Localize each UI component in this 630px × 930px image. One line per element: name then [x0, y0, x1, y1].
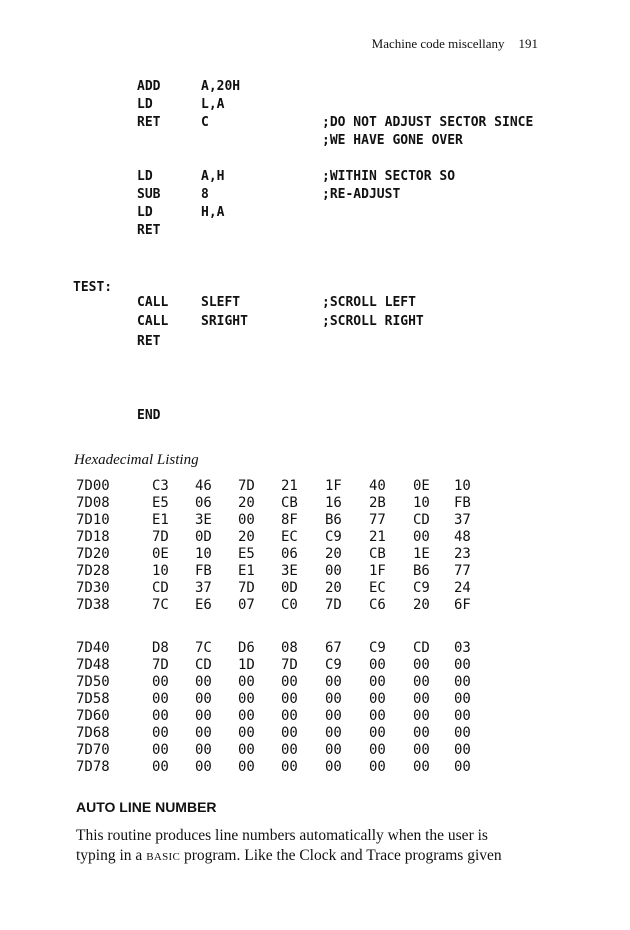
hex-byte: C3	[152, 478, 169, 494]
code-comment: ;SCROLL LEFT	[322, 295, 416, 310]
hex-byte: 8F	[281, 512, 298, 528]
code-comment: ;SCROLL RIGHT	[322, 314, 424, 329]
code-opcode: LD	[137, 169, 153, 184]
hex-byte: 00	[454, 674, 471, 690]
hex-byte: 00	[238, 708, 255, 724]
hex-byte: B6	[413, 563, 430, 579]
hex-byte: 0E	[152, 546, 169, 562]
hex-byte: 20	[238, 529, 255, 545]
hex-byte: 00	[325, 742, 342, 758]
code-opcode: LD	[137, 205, 153, 220]
hex-byte: 2B	[369, 495, 386, 511]
hex-byte: 7D	[281, 657, 298, 673]
hex-byte: 1F	[325, 478, 342, 494]
hex-address: 7D58	[76, 691, 110, 707]
hex-byte: 20	[413, 597, 430, 613]
text-run: program. Like the Clock and Trace programs given	[180, 847, 502, 864]
paragraph-line	[76, 846, 576, 867]
hex-byte: C9	[325, 657, 342, 673]
hex-byte: 20	[325, 546, 342, 562]
hex-byte: 06	[195, 495, 212, 511]
hex-byte: 00	[454, 691, 471, 707]
code-operand: L,A	[201, 97, 225, 112]
hex-byte: 24	[454, 580, 471, 596]
hex-byte: 00	[325, 563, 342, 579]
hex-address: 7D28	[76, 563, 110, 579]
hex-byte: 20	[325, 580, 342, 596]
hex-byte: 00	[238, 742, 255, 758]
hex-byte: 00	[369, 691, 386, 707]
hex-byte: 1E	[413, 546, 430, 562]
hex-address: 7D18	[76, 529, 110, 545]
hex-byte: D6	[238, 640, 255, 656]
hex-address: 7D40	[76, 640, 110, 656]
hex-byte: 00	[238, 759, 255, 775]
hex-byte: 00	[369, 725, 386, 741]
hex-byte: 00	[454, 708, 471, 724]
hex-byte: C9	[413, 580, 430, 596]
hex-byte: CD	[152, 580, 169, 596]
hex-byte: E1	[238, 563, 255, 579]
hex-byte: 7D	[325, 597, 342, 613]
hex-byte: 00	[325, 674, 342, 690]
hex-byte: 00	[369, 657, 386, 673]
hex-byte: 46	[195, 478, 212, 494]
code-operand: C	[201, 115, 209, 130]
hex-byte: 00	[195, 759, 212, 775]
hex-address: 7D78	[76, 759, 110, 775]
hex-byte: 00	[369, 674, 386, 690]
hex-byte: 00	[238, 512, 255, 528]
code-opcode: RET	[137, 334, 161, 349]
hex-byte: 21	[369, 529, 386, 545]
hex-byte: 00	[325, 708, 342, 724]
hex-byte: CB	[281, 495, 298, 511]
hex-byte: 00	[195, 742, 212, 758]
code-label: TEST:	[73, 280, 113, 295]
hex-byte: FB	[195, 563, 212, 579]
code-operand: A,H	[201, 169, 225, 184]
hex-byte: 40	[369, 478, 386, 494]
hex-address: 7D00	[76, 478, 110, 494]
hex-address: 7D20	[76, 546, 110, 562]
hex-byte: 7C	[152, 597, 169, 613]
hex-byte: 00	[281, 708, 298, 724]
hex-byte: 10	[413, 495, 430, 511]
hex-byte: 00	[152, 759, 169, 775]
hex-byte: C0	[281, 597, 298, 613]
hex-byte: 00	[413, 674, 430, 690]
hex-byte: 1D	[238, 657, 255, 673]
hex-byte: CD	[413, 640, 430, 656]
section-paragraph	[76, 826, 576, 867]
page-number: 191	[518, 36, 538, 51]
hex-byte: 10	[454, 478, 471, 494]
small-caps-basic: BASIC	[146, 851, 181, 863]
hex-byte: 23	[454, 546, 471, 562]
hex-address: 7D10	[76, 512, 110, 528]
hex-byte: EC	[369, 580, 386, 596]
hex-address: 7D50	[76, 674, 110, 690]
hex-byte: 67	[325, 640, 342, 656]
hex-byte: 7C	[195, 640, 212, 656]
hex-byte: 06	[281, 546, 298, 562]
hex-byte: 00	[195, 708, 212, 724]
hex-byte: 00	[369, 759, 386, 775]
hex-byte: CD	[195, 657, 212, 673]
hex-byte: 37	[454, 512, 471, 528]
code-operand: SLEFT	[201, 295, 241, 310]
hex-byte: CB	[369, 546, 386, 562]
hex-byte: 00	[413, 529, 430, 545]
hex-byte: 0D	[195, 529, 212, 545]
hex-byte: 3E	[195, 512, 212, 528]
hex-byte: 00	[325, 725, 342, 741]
hex-byte: 00	[281, 725, 298, 741]
hex-address: 7D30	[76, 580, 110, 596]
hex-listing-title: Hexadecimal Listing	[74, 452, 199, 468]
hex-byte: 00	[195, 674, 212, 690]
hex-byte: 00	[281, 674, 298, 690]
hex-byte: 77	[369, 512, 386, 528]
hex-byte: 0E	[413, 478, 430, 494]
hex-byte: 00	[152, 691, 169, 707]
hex-byte: 10	[152, 563, 169, 579]
hex-byte: 6F	[454, 597, 471, 613]
hex-byte: 0D	[281, 580, 298, 596]
hex-byte: 3E	[281, 563, 298, 579]
code-comment: ;RE-ADJUST	[322, 187, 401, 202]
hex-byte: E5	[238, 546, 255, 562]
hex-byte: D8	[152, 640, 169, 656]
hex-byte: 00	[325, 759, 342, 775]
hex-byte: 00	[152, 725, 169, 741]
hex-byte: 00	[413, 725, 430, 741]
hex-byte: C9	[369, 640, 386, 656]
hex-byte: 00	[152, 674, 169, 690]
hex-byte: 20	[238, 495, 255, 511]
code-opcode: RET	[137, 223, 161, 238]
hex-byte: 48	[454, 529, 471, 545]
code-operand: SRIGHT	[201, 314, 248, 329]
hex-address: 7D70	[76, 742, 110, 758]
hex-byte: C6	[369, 597, 386, 613]
hex-byte: 00	[238, 725, 255, 741]
hex-byte: 21	[281, 478, 298, 494]
page-header	[372, 36, 538, 52]
hex-byte: 7D	[152, 529, 169, 545]
section-heading: AUTO LINE NUMBER	[76, 799, 217, 815]
hex-byte: 00	[413, 657, 430, 673]
hex-byte: E6	[195, 597, 212, 613]
hex-byte: E5	[152, 495, 169, 511]
code-opcode: ADD	[137, 79, 161, 94]
hex-byte: 1F	[369, 563, 386, 579]
hex-byte: 00	[281, 742, 298, 758]
hex-byte: B6	[325, 512, 342, 528]
paragraph-line: This routine produces line numbers automatically when the user is	[76, 827, 488, 844]
hex-byte: 00	[238, 691, 255, 707]
hex-byte: C9	[325, 529, 342, 545]
hex-address: 7D68	[76, 725, 110, 741]
code-opcode: END	[137, 408, 161, 423]
hex-byte: 7D	[152, 657, 169, 673]
hex-byte: 00	[238, 674, 255, 690]
hex-byte: 10	[195, 546, 212, 562]
hex-address: 7D08	[76, 495, 110, 511]
hex-byte: FB	[454, 495, 471, 511]
hex-byte: EC	[281, 529, 298, 545]
code-operand: A,20H	[201, 79, 241, 94]
hex-byte: 16	[325, 495, 342, 511]
hex-address: 7D48	[76, 657, 110, 673]
hex-byte: 00	[369, 742, 386, 758]
hex-byte: CD	[413, 512, 430, 528]
hex-byte: 00	[195, 691, 212, 707]
hex-byte: 00	[454, 759, 471, 775]
hex-byte: 00	[454, 725, 471, 741]
hex-byte: 7D	[238, 580, 255, 596]
hex-byte: 08	[281, 640, 298, 656]
code-operand: 8	[201, 187, 209, 202]
code-comment: ;WE HAVE GONE OVER	[322, 133, 463, 148]
hex-byte: 00	[454, 742, 471, 758]
text-run: typing in a	[76, 847, 147, 864]
code-opcode: CALL	[137, 314, 169, 329]
code-operand: H,A	[201, 205, 225, 220]
hex-byte: 00	[413, 691, 430, 707]
hex-byte: E1	[152, 512, 169, 528]
hex-byte: 00	[325, 691, 342, 707]
hex-byte: 07	[238, 597, 255, 613]
hex-byte: 00	[454, 657, 471, 673]
hex-byte: 00	[281, 759, 298, 775]
code-opcode: SUB	[137, 187, 161, 202]
hex-byte: 00	[152, 708, 169, 724]
hex-byte: 37	[195, 580, 212, 596]
code-comment: ;DO NOT ADJUST SECTOR SINCE	[322, 115, 534, 130]
hex-byte: 03	[454, 640, 471, 656]
hex-byte: 77	[454, 563, 471, 579]
hex-byte: 00	[195, 725, 212, 741]
hex-byte: 00	[413, 742, 430, 758]
hex-byte: 00	[413, 759, 430, 775]
hex-address: 7D38	[76, 597, 110, 613]
hex-address: 7D60	[76, 708, 110, 724]
hex-byte: 7D	[238, 478, 255, 494]
hex-byte: 00	[413, 708, 430, 724]
code-opcode: LD	[137, 97, 153, 112]
code-opcode: RET	[137, 115, 161, 130]
code-opcode: CALL	[137, 295, 169, 310]
code-comment: ;WITHIN SECTOR SO	[322, 169, 456, 184]
running-title: Machine code miscellany	[371, 36, 505, 51]
hex-byte: 00	[281, 691, 298, 707]
hex-byte: 00	[369, 708, 386, 724]
hex-byte: 00	[152, 742, 169, 758]
